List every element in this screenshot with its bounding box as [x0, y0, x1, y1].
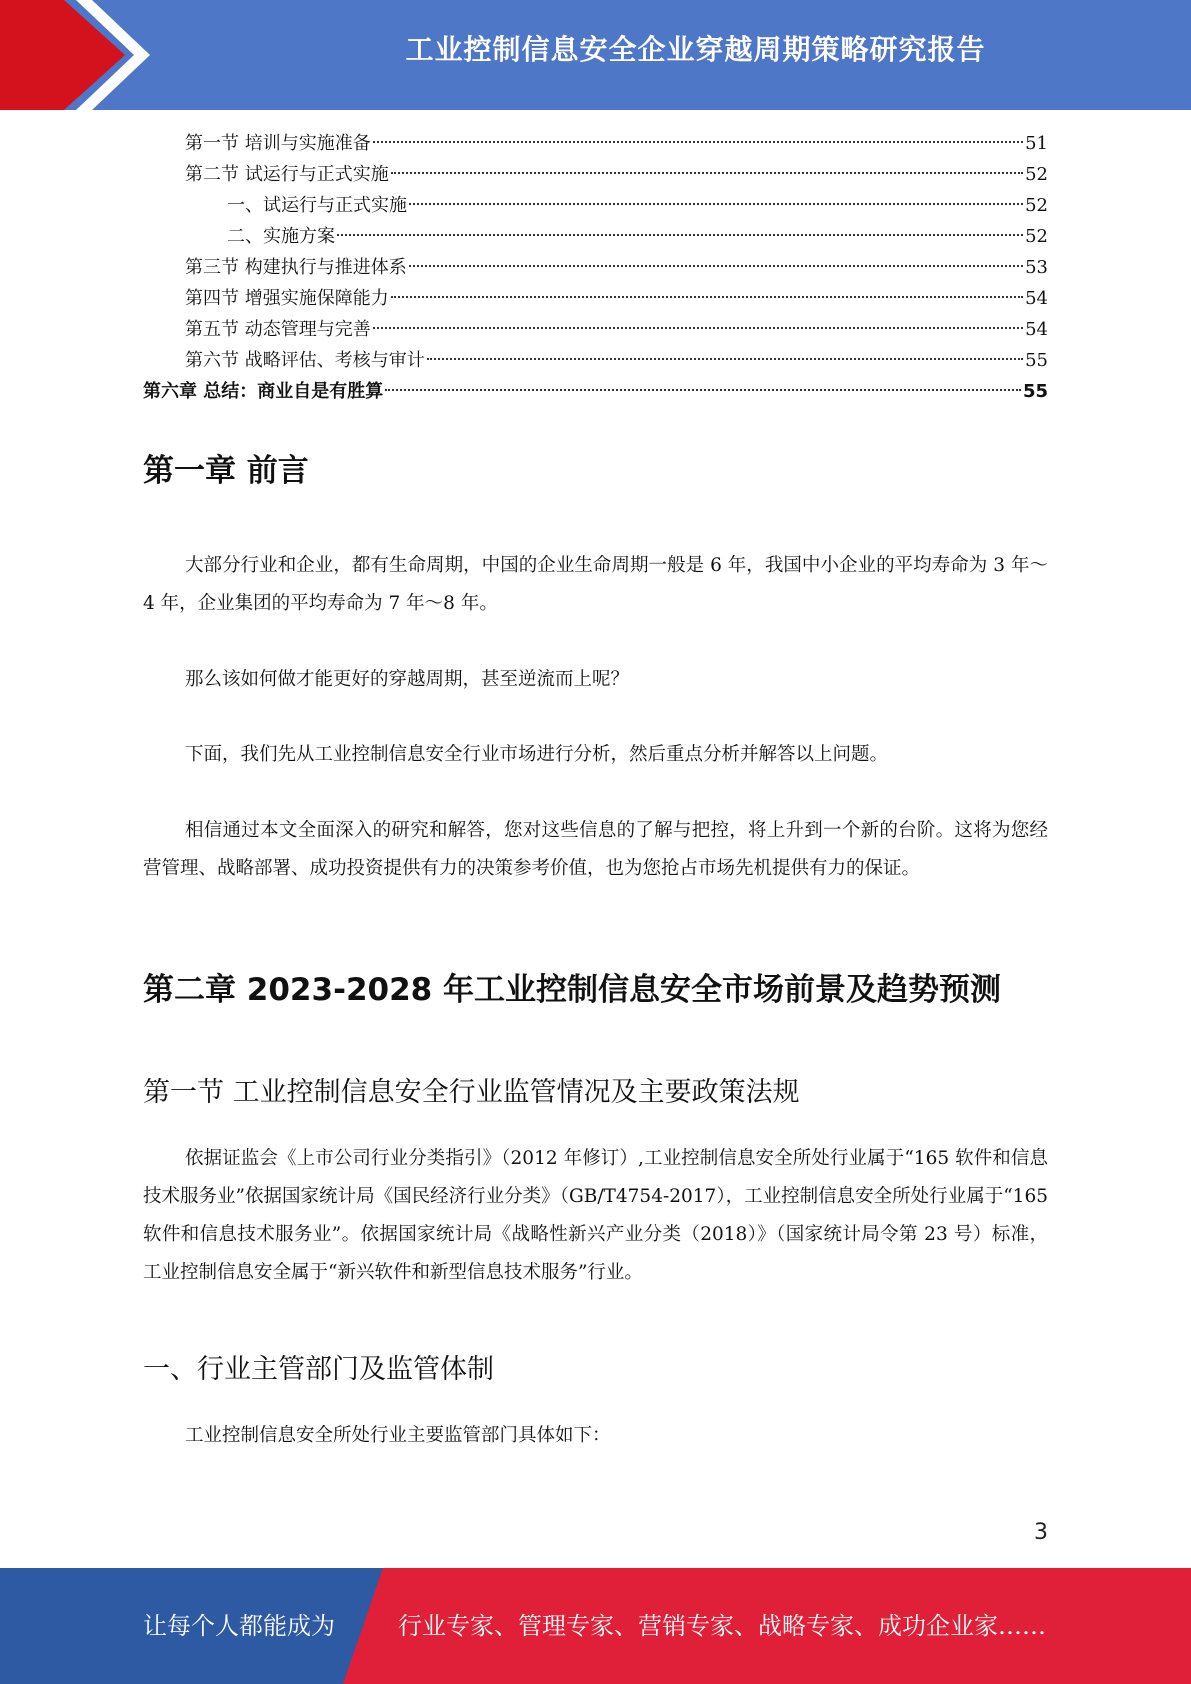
toc-entry-page: 55 [1025, 350, 1048, 371]
subsection1-paragraph: 工业控制信息安全所处行业主要监管部门具体如下： [185, 1425, 611, 1446]
table-of-contents [143, 128, 1048, 407]
toc-entry[interactable] [143, 345, 1048, 376]
chapter1-paragraph-4: 相信通过本文全面深入的研究和解答，您对这些信息的了解与把控，将上升到一个新的台阶。这将为您经营管理、战略部署、成功投资提供有力的决策参考价值，也为您抢占市场先机提供有力的保证。 [143, 820, 1048, 879]
toc-entry-title: 第六章 总结：商业自是有胜算 [143, 381, 384, 402]
page-footer [0, 1568, 1191, 1684]
footer-slogan-right: 行业专家、管理专家、营销专家、战略专家、成功企业家…… [398, 1612, 1046, 1640]
toc-entry-title: 第二节 试运行与正式实施 [185, 164, 389, 185]
toc-entry-page: 54 [1025, 319, 1048, 340]
toc-entry-title: 二、实施方案 [227, 226, 335, 247]
toc-leader-dots [373, 327, 1023, 329]
toc-leader-dots [427, 358, 1023, 360]
toc-entry-page: 55 [1022, 381, 1048, 402]
section1-heading: 第一节 工业控制信息安全行业监管情况及主要政策法规 [143, 1077, 800, 1108]
page-header [0, 0, 1191, 110]
chapter1-paragraph-3: 下面，我们先从工业控制信息安全行业市场进行分析，然后重点分析并解答以上问题。 [185, 744, 889, 765]
toc-entry-page: 53 [1025, 257, 1048, 278]
section1-paragraph: 依据证监会《上市公司行业分类指引》（2012 年修订）,工业控制信息安全所处行业属于“165 软件和信息技术服务业”依据国家统计局《国民经济行业分类》（GB/T4754-2017），工业控制信息安全所处行业属于“165 软件和信息技术服务业”。依据国家统计局《战略性新兴产业分类（2018）》（国家统计局令第 23 号）标准，工业控制信息安全属于“新兴软件和新型信息技术服务”行业。 [143, 1148, 1048, 1283]
toc-entry-page: 52 [1025, 164, 1048, 185]
chapter1-paragraph-1: 大部分行业和企业，都有生命周期，中国的企业生命周期一般是 6 年，我国中小企业的平均寿命为 3 年～4 年，企业集团的平均寿命为 7 年～8 年。 [143, 555, 1048, 614]
toc-leader-dots [409, 265, 1023, 267]
chapter1-paragraph-2: 那么该如何做才能更好的穿越周期，甚至逆流而上呢？ [185, 669, 630, 690]
toc-entry-title: 第三节 构建执行与推进体系 [185, 257, 407, 278]
footer-slogan-left: 让每个人都能成为 [143, 1612, 335, 1640]
toc-entry[interactable] [143, 159, 1048, 190]
toc-entry-page: 54 [1025, 288, 1048, 309]
toc-entry-title: 第四节 增强实施保障能力 [185, 288, 389, 309]
toc-leader-dots [385, 389, 1021, 391]
page-number: 3 [1034, 1520, 1048, 1545]
toc-entry-title: 第六节 战略评估、考核与审计 [185, 350, 425, 371]
toc-entry[interactable] [143, 128, 1048, 159]
toc-leader-dots [409, 203, 1023, 205]
toc-entry-page: 51 [1025, 133, 1048, 154]
chapter1-heading: 第一章 前言 [143, 453, 309, 489]
toc-entry[interactable] [143, 190, 1048, 221]
toc-entry-title: 一、试运行与正式实施 [227, 195, 407, 216]
toc-entry-page: 52 [1025, 226, 1048, 247]
toc-entry-title: 第一节 培训与实施准备 [185, 133, 371, 154]
toc-entry-title: 第五节 动态管理与完善 [185, 319, 371, 340]
toc-entry-chapter[interactable] [143, 376, 1048, 407]
toc-leader-dots [391, 296, 1023, 298]
toc-entry[interactable] [143, 221, 1048, 252]
subsection1-heading: 一、行业主管部门及监管体制 [143, 1354, 494, 1385]
report-title: 工业控制信息安全企业穿越周期策略研究报告 [405, 33, 986, 66]
toc-entry[interactable] [143, 314, 1048, 345]
toc-entry[interactable] [143, 252, 1048, 283]
toc-leader-dots [337, 234, 1023, 236]
chapter2-heading: 第二章 2023-2028 年工业控制信息安全市场前景及趋势预测 [143, 972, 1002, 1008]
toc-leader-dots [391, 172, 1023, 174]
toc-entry-page: 52 [1025, 195, 1048, 216]
toc-entry[interactable] [143, 283, 1048, 314]
toc-leader-dots [373, 141, 1023, 143]
